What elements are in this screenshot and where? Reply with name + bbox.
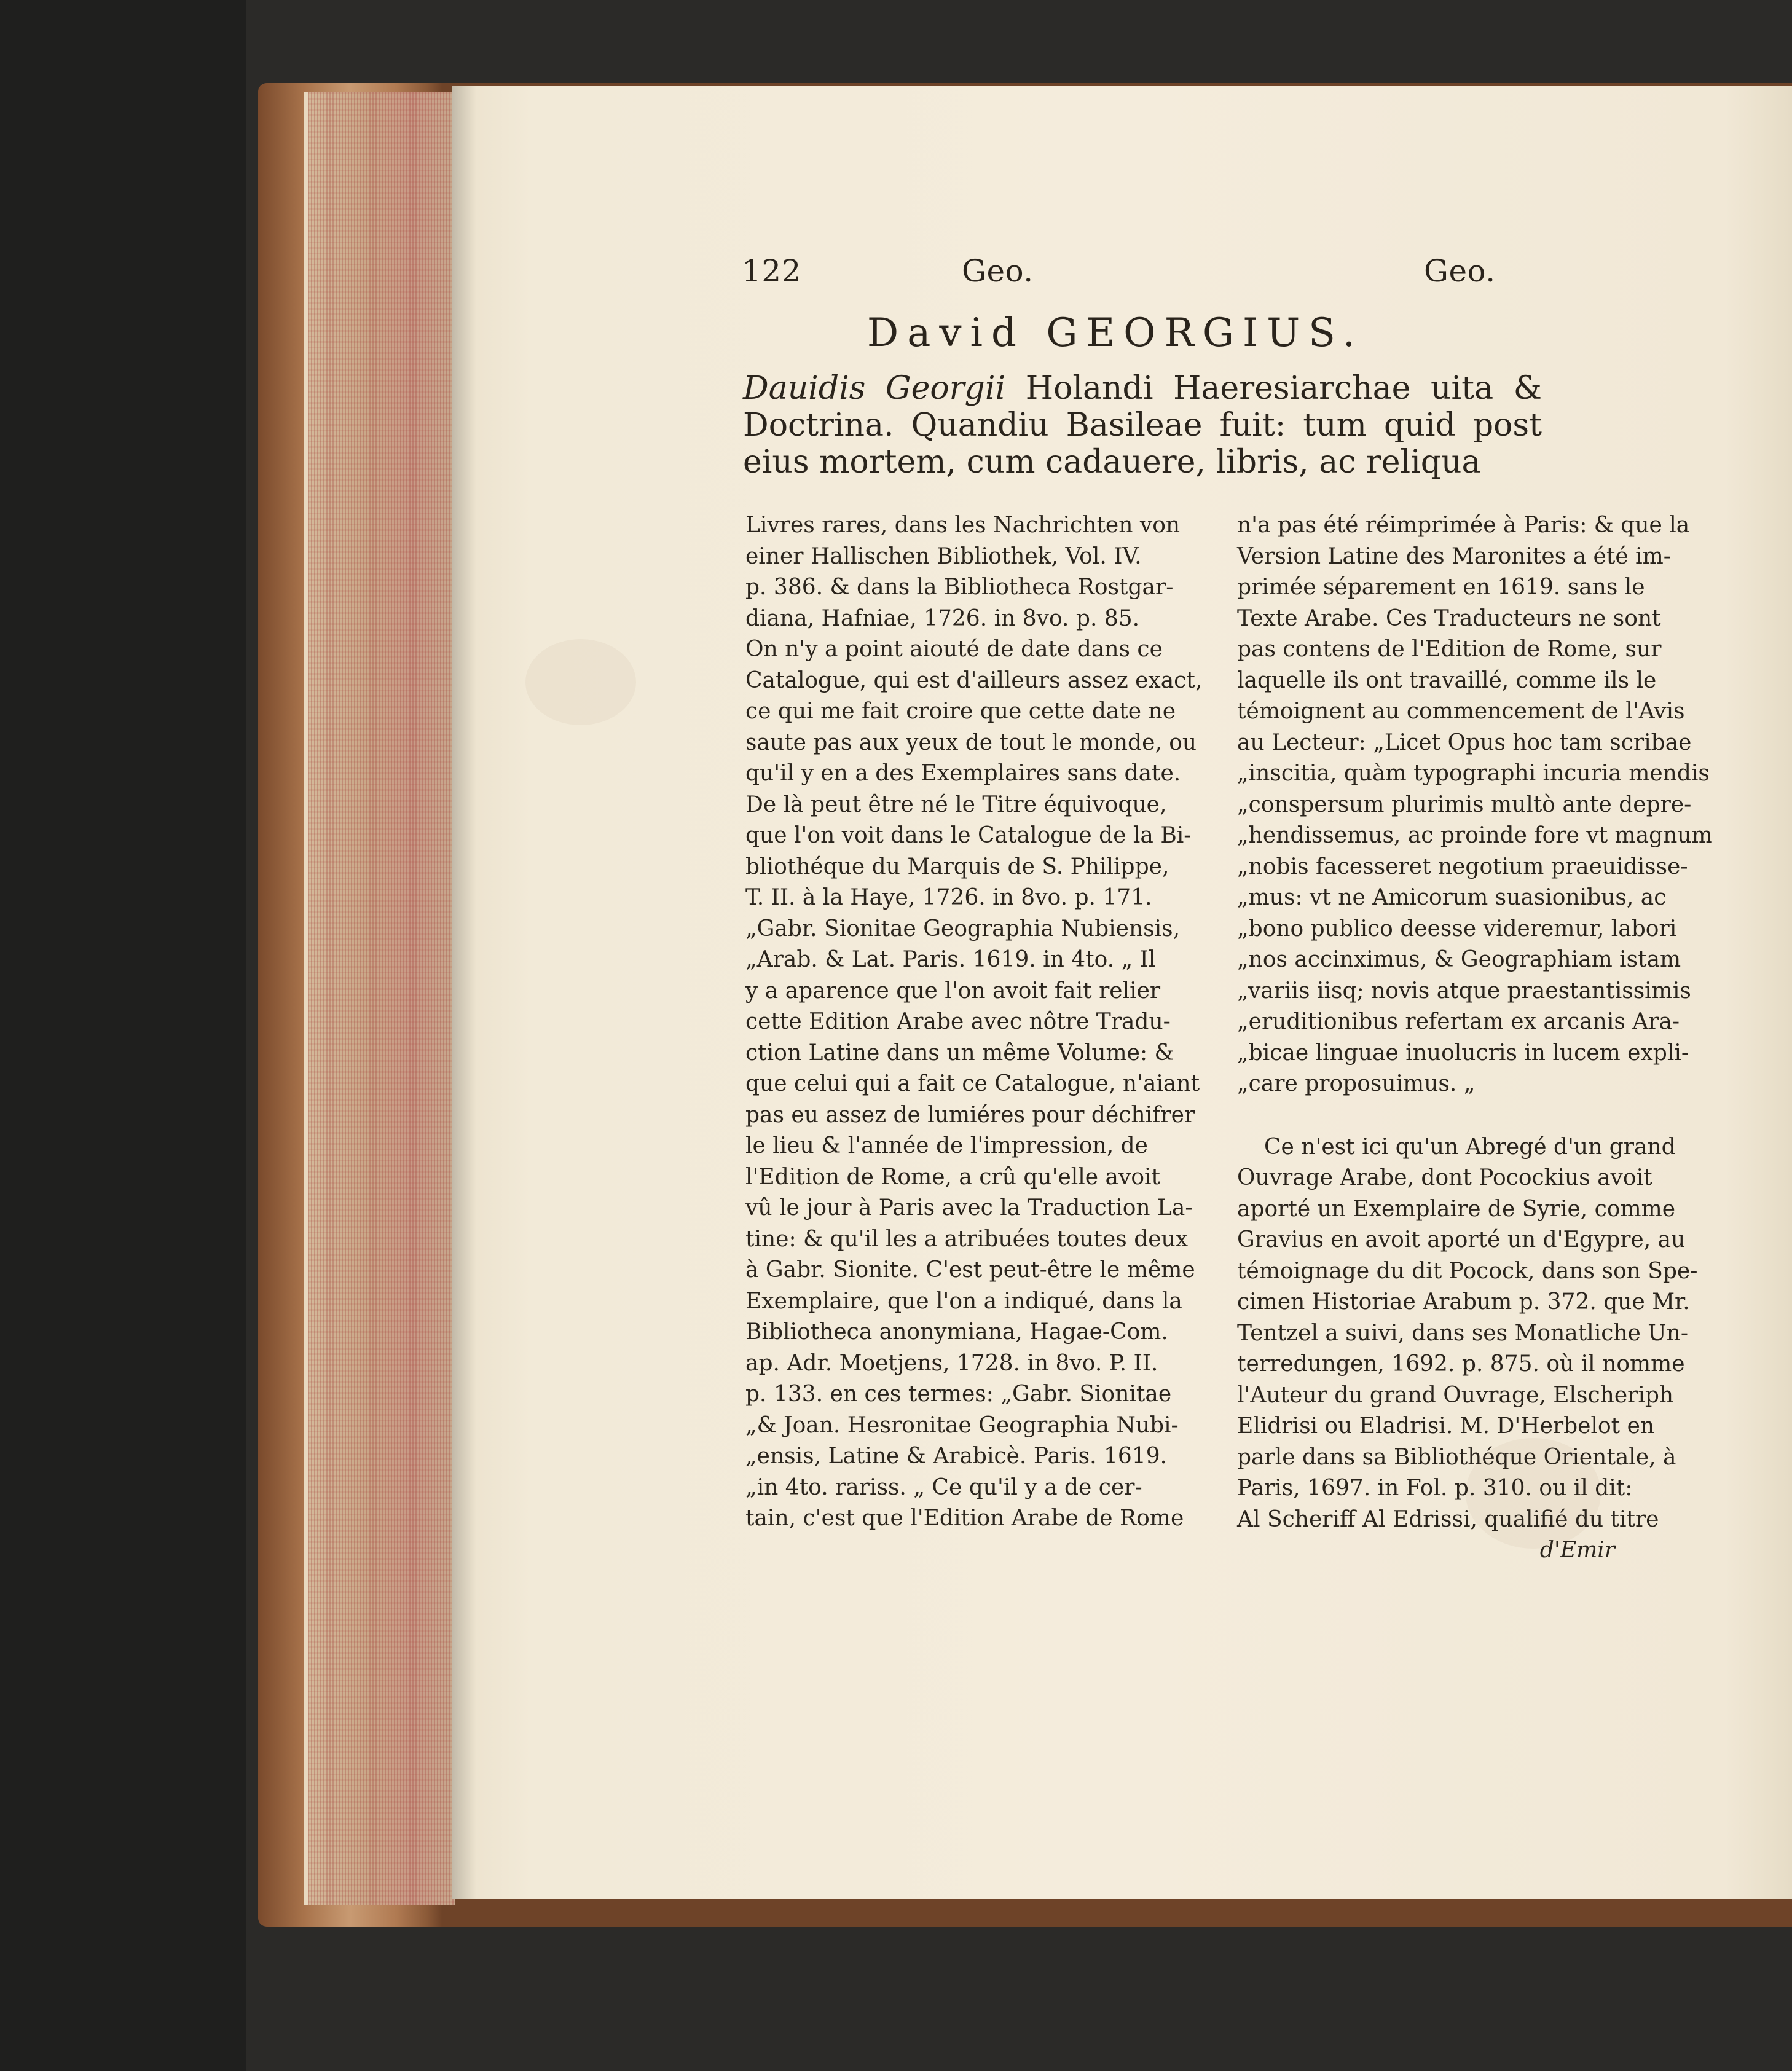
text-line: p. 386. & dans la Bibliotheca Rostgar-: [745, 575, 1174, 600]
text-line: cimen Historiae Arabum p. 372. que Mr.: [1237, 1289, 1690, 1315]
text-line: Catalogue, qui est d'ailleurs assez exact,: [745, 667, 1203, 693]
text-line: pas contens de l'Edition de Rome, sur: [1237, 637, 1662, 662]
text-line: „Gabr. Sionitae Geographia Nubiensis,: [745, 916, 1181, 941]
running-header-left: Geo.: [962, 253, 1034, 289]
text-line: saute pas aux yeux de tout le monde, ou: [745, 729, 1197, 755]
text-line: Ouvrage Arabe, dont Pocockius avoit: [1237, 1165, 1652, 1190]
text-line: Tentzel a suivi, dans ses Monatliche Un-: [1237, 1320, 1688, 1346]
text-line: „in 4to. rariss. „ Ce qu'il y a de cer-: [745, 1474, 1142, 1500]
paper-stain: [525, 639, 636, 725]
text-line: Bibliotheca anonymiana, Hagae-Com.: [745, 1319, 1168, 1345]
text-line: „bono publico deesse videremur, labori: [1237, 916, 1677, 941]
entry-title-text: Holandi Haeresiarchae uita & Doctrina. Quandiu Basileae fuit: tum quid post eius mortem, cum cadauere, libris, ac reliqua: [743, 370, 1542, 481]
dark-background: [0, 0, 246, 2071]
text-line: „nos accinximus, & Geographiam istam: [1237, 947, 1681, 972]
text-line: terredungen, 1692. p. 875. où il nomme: [1237, 1351, 1685, 1377]
text-line: „care proposuimus. „: [1237, 1071, 1476, 1096]
catchword: d'Emir: [1539, 1538, 1615, 1563]
text-line: cette Edition Arabe avec nôtre Tradu-: [745, 1009, 1171, 1034]
text-line: témoignage du dit Pocock, dans son Spe-: [1237, 1258, 1698, 1284]
text-line: que celui qui a fait ce Catalogue, n'aiant: [745, 1071, 1200, 1096]
entry-title: [743, 370, 1542, 481]
text-line: témoignent au commencement de l'Avis: [1237, 699, 1685, 724]
text-line: „nobis facesseret negotium praeuidisse-: [1237, 854, 1688, 879]
text-line: Al Scheriff Al Edrissi, qualifié du titre: [1237, 1506, 1659, 1532]
text-line: vû le jour à Paris avec la Traduction La-: [745, 1195, 1193, 1220]
page-number: 122: [742, 253, 801, 289]
text-line: y a aparence que l'on avoit fait relier: [745, 978, 1161, 1004]
text-line: De là peut être né le Titre équivoque,: [745, 792, 1167, 817]
text-line: Version Latine des Maronites a été im-: [1237, 543, 1671, 569]
text-line: le lieu & l'année de l'impression, de: [745, 1133, 1148, 1158]
text-line: On n'y a point aiouté de date dans ce: [745, 637, 1163, 662]
entry-title-italic: Dauidis Georgii: [743, 370, 1006, 407]
text-line: „eruditionibus refertam ex arcanis Ara-: [1237, 1009, 1680, 1034]
text-line: „inscitia, quàm typographi incuria mendis: [1237, 761, 1710, 786]
text-line: „Arab. & Lat. Paris. 1619. in 4to. „ Il: [745, 947, 1156, 972]
text-line: diana, Hafniae, 1726. in 8vo. p. 85.: [745, 605, 1140, 631]
text-line: „& Joan. Hesronitae Geographia Nubi-: [745, 1412, 1179, 1438]
text-line: au Lecteur: „Licet Opus hoc tam scribae: [1237, 729, 1692, 755]
text-line: pas eu assez de lumiéres pour déchifrer: [745, 1102, 1195, 1128]
entry-heading: David GEORGIUS.: [867, 310, 1364, 356]
text-line: p. 133. en ces termes: „Gabr. Sionitae: [745, 1381, 1172, 1407]
text-line: T. II. à la Haye, 1726. in 8vo. p. 171.: [745, 885, 1152, 910]
text-line: aporté un Exemplaire de Syrie, comme: [1237, 1196, 1676, 1222]
text-line: ce qui me fait croire que cette date ne: [745, 699, 1176, 724]
right-column: [1237, 510, 1713, 1566]
text-line: bliothéque du Marquis de S. Philippe,: [745, 854, 1169, 879]
page-edges: [304, 92, 455, 1905]
text-line: ap. Adr. Moetjens, 1728. in 8vo. P. II.: [745, 1350, 1158, 1376]
running-header-right: Geo.: [1424, 253, 1496, 289]
text-line: tine: & qu'il les a atribuées toutes deux: [745, 1226, 1189, 1252]
text-line: Ce n'est ici qu'un Abregé d'un grand: [1264, 1134, 1676, 1160]
text-line: „ensis, Latine & Arabicè. Paris. 1619.: [745, 1444, 1168, 1469]
text-line: „conspersum plurimis multò ante depre-: [1237, 792, 1692, 817]
text-line: Exemplaire, que l'on a indiqué, dans la: [745, 1288, 1182, 1314]
text-line: einer Hallischen Bibliothek, Vol. IV.: [745, 543, 1142, 569]
gutter-shadow: [452, 86, 476, 1899]
text-line: Paris, 1697. in Fol. p. 310. ou il dit:: [1237, 1476, 1633, 1501]
text-line: Gravius en avoit aporté un d'Egypre, au: [1237, 1227, 1686, 1252]
text-line: qu'il y en a des Exemplaires sans date.: [745, 761, 1181, 786]
text-line: n'a pas été réimprimée à Paris: & que la: [1237, 513, 1690, 538]
text-line: ction Latine dans un même Volume: &: [745, 1040, 1174, 1066]
text-line: que l'on voit dans le Catalogue de la Bi-: [745, 823, 1192, 848]
paragraph-gap: [1237, 1100, 1615, 1132]
text-line: Texte Arabe. Ces Traducteurs ne sont: [1237, 605, 1661, 631]
text-line: l'Auteur du grand Ouvrage, Elscheriph: [1237, 1382, 1674, 1408]
text-line: „bicae linguae inuolucris in lucem expli-: [1237, 1040, 1689, 1066]
text-line: primée séparement en 1619. sans le: [1237, 575, 1645, 600]
text-line: parle dans sa Bibliothéque Orientale, à: [1237, 1444, 1676, 1470]
book-page: [452, 86, 1792, 1899]
text-line: à Gabr. Sionite. C'est peut-être le même: [745, 1257, 1195, 1283]
text-line: tain, c'est que l'Edition Arabe de Rome: [745, 1506, 1184, 1531]
text-line: l'Edition de Rome, a crû qu'elle avoit: [745, 1164, 1160, 1190]
text-line: „mus: vt ne Amicorum suasionibus, ac: [1237, 885, 1667, 910]
text-line: Livres rares, dans les Nachrichten von: [745, 513, 1181, 538]
text-line: „hendissemus, ac proinde fore vt magnum: [1237, 823, 1713, 848]
left-column: [745, 510, 1203, 1535]
text-line: Elidrisi ou Eladrisi. M. D'Herbelot en: [1237, 1413, 1655, 1439]
text-line: „variis iisq; novis atque praestantissimis: [1237, 978, 1691, 1004]
text-line: laquelle ils ont travaillé, comme ils le: [1237, 667, 1657, 693]
